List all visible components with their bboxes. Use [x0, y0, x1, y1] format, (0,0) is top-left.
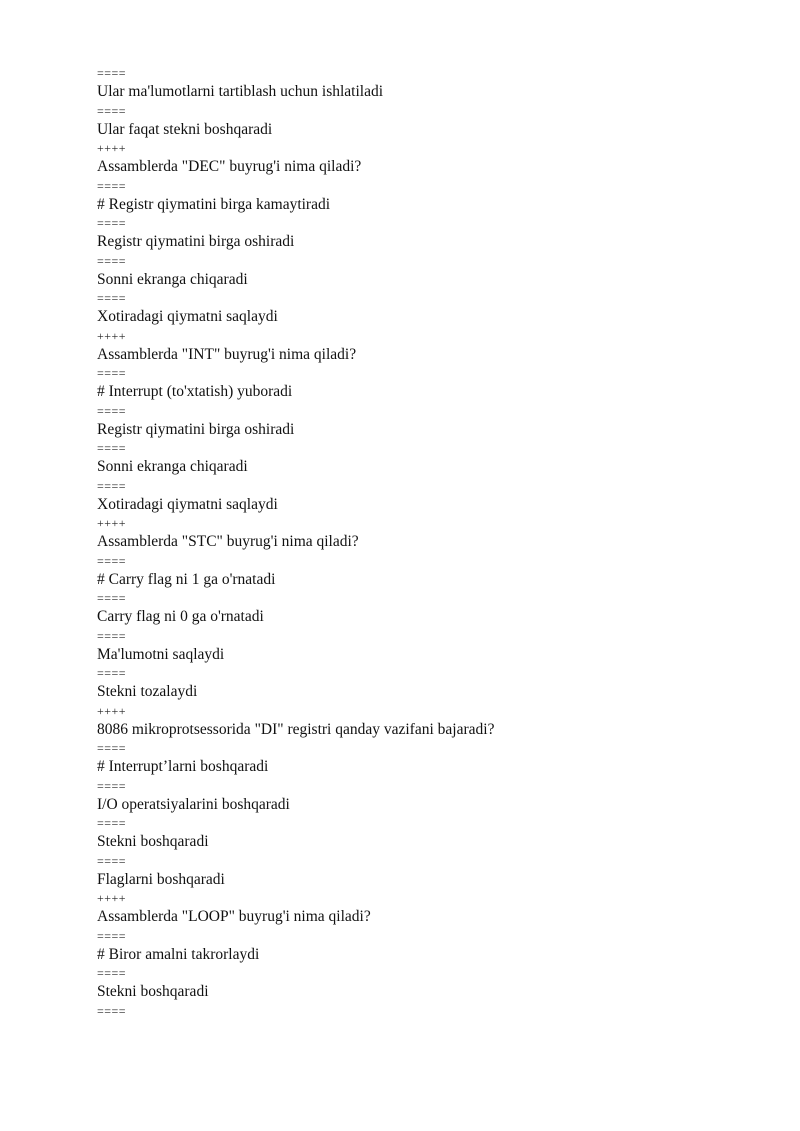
answer-option-line: Xotiradagi qiymatni saqlaydi — [97, 308, 278, 325]
answer-separator: ==== — [97, 216, 127, 230]
answer-separator: ==== — [97, 741, 127, 755]
answer-option-line: Stekni tozalaydi — [97, 683, 198, 700]
answer-option-line: Stekni boshqaradi — [97, 833, 209, 850]
correct-answer-line: # Carry flag ni 1 ga o'rnatadi — [97, 570, 276, 588]
answer-option-line: Stekni boshqaradi — [97, 983, 209, 1000]
question-line: Assamblerda "STC" buyrug'i nima qiladi? — [97, 533, 359, 550]
answer-separator: ==== — [97, 816, 127, 830]
document-body — [97, 66, 777, 1018]
answer-separator: ==== — [97, 966, 127, 980]
correct-answer-line: # Biror amalni takrorlaydi — [97, 945, 260, 963]
answer-option-line: Carry flag ni 0 ga o'rnatadi — [97, 608, 264, 625]
answer-separator: ==== — [97, 591, 127, 605]
answer-separator: ==== — [97, 778, 127, 793]
question-line: Assamblerda "INT" buyrug'i nima qiladi? — [97, 345, 357, 363]
answer-option-line: Ular faqat stekni boshqaradi — [97, 120, 273, 138]
answer-separator: ==== — [97, 103, 127, 118]
answer-option-line: Xotiradagi qiymatni saqlaydi — [97, 495, 278, 513]
answer-separator: ==== — [97, 666, 127, 680]
answer-separator: ==== — [97, 478, 127, 493]
correct-answer-line: # Interrupt’larni boshqaradi — [97, 758, 269, 775]
answer-option-line: Registr qiymatini birga oshiradi — [97, 420, 295, 438]
answer-option-line: Ma'lumotni saqlaydi — [97, 645, 225, 663]
question-separator: ++++ — [97, 703, 127, 718]
answer-separator: ==== — [97, 178, 127, 193]
correct-answer-line: # Registr qiymatini birga kamaytiradi — [97, 195, 331, 213]
answer-separator: ==== — [97, 253, 127, 268]
answer-separator: ==== — [97, 291, 127, 305]
question-line: 8086 mikroprotsessorida "DI" registri qanday vazifani bajaradi? — [97, 720, 495, 738]
correct-answer-line: # Interrupt (to'xtatish) yuboradi — [97, 383, 293, 400]
answer-separator: ==== — [97, 366, 127, 380]
answer-option-line: Sonni ekranga chiqaradi — [97, 270, 248, 288]
answer-separator: ==== — [97, 553, 127, 568]
answer-separator: ==== — [97, 628, 127, 643]
question-separator: ++++ — [97, 141, 127, 155]
answer-separator: ==== — [97, 1003, 127, 1018]
answer-option-line: I/O operatsiyalarini boshqaradi — [97, 795, 290, 813]
answer-option-line: Flaglarni boshqaradi — [97, 870, 225, 888]
answer-option-line: Sonni ekranga chiqaradi — [97, 458, 248, 475]
answer-separator: ==== — [97, 928, 127, 943]
answer-option-line: Ular ma'lumotlarni tartiblash uchun ishlatiladi — [97, 83, 384, 100]
answer-separator: ==== — [97, 403, 127, 418]
question-separator: ++++ — [97, 328, 127, 343]
question-separator: ++++ — [97, 891, 127, 905]
answer-separator: ==== — [97, 441, 127, 455]
answer-option-line: Registr qiymatini birga oshiradi — [97, 233, 295, 250]
question-separator: ++++ — [97, 516, 127, 530]
answer-separator: ==== — [97, 66, 127, 80]
answer-separator: ==== — [97, 853, 127, 868]
question-line: Assamblerda "DEC" buyrug'i nima qiladi? — [97, 158, 362, 175]
question-line: Assamblerda "LOOP" buyrug'i nima qiladi? — [97, 908, 371, 925]
